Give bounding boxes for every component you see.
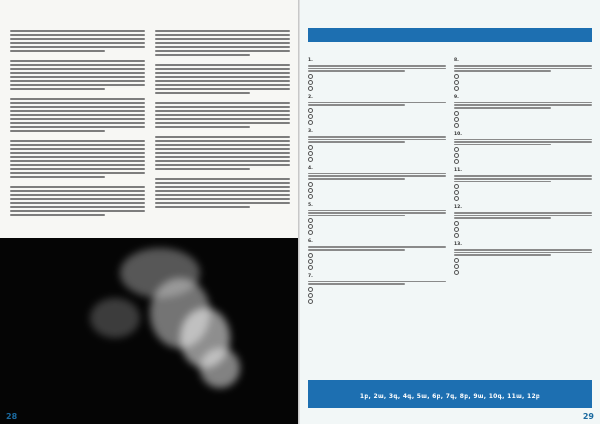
answers-list: 1բ, 2ա, 3գ, 4գ, 5ա, 6բ, 7գ, 8բ, 9ա, 10գ, 11ա, 12բ <box>359 392 541 400</box>
answer-option[interactable] <box>454 74 592 79</box>
answer-option[interactable] <box>308 230 446 235</box>
answer-option[interactable] <box>454 227 592 232</box>
quiz-question: 8. <box>454 58 592 91</box>
answer-option[interactable] <box>308 74 446 79</box>
answer-option[interactable] <box>308 145 446 150</box>
article-column-1 <box>10 30 145 230</box>
answer-option[interactable] <box>454 270 592 275</box>
answer-option[interactable] <box>308 287 446 292</box>
answer-option[interactable] <box>454 80 592 85</box>
quiz-question: 13. <box>454 242 592 275</box>
answer-option[interactable] <box>308 218 446 223</box>
quiz-question: 6. <box>308 239 446 269</box>
answer-option[interactable] <box>308 182 446 187</box>
quiz-question: 7. <box>308 274 446 304</box>
answer-option[interactable] <box>308 86 446 91</box>
answer-option[interactable] <box>308 157 446 162</box>
right-page <box>300 0 600 424</box>
answer-option[interactable] <box>308 80 446 85</box>
quiz-title-banner <box>308 28 592 42</box>
quiz-intro <box>308 45 592 55</box>
answer-option[interactable] <box>454 190 592 195</box>
quiz-question: 5. <box>308 203 446 236</box>
quiz-question: 1. <box>308 58 446 91</box>
quiz-question: 3. <box>308 129 446 162</box>
answer-option[interactable] <box>454 147 592 152</box>
answer-option[interactable] <box>308 114 446 119</box>
answer-option[interactable] <box>454 153 592 158</box>
article-column-2 <box>155 30 290 230</box>
answer-option[interactable] <box>308 194 446 199</box>
page-number: 29 <box>582 412 594 421</box>
answer-option[interactable] <box>454 264 592 269</box>
article-body <box>10 30 290 230</box>
answer-option[interactable] <box>454 233 592 238</box>
answer-option[interactable] <box>308 299 446 304</box>
quiz-question: 11. <box>454 168 592 201</box>
answer-option[interactable] <box>308 293 446 298</box>
quiz-column-1 <box>308 58 446 378</box>
quiz-question: 9. <box>454 95 592 128</box>
answer-option[interactable] <box>454 123 592 128</box>
answer-option[interactable] <box>308 265 446 270</box>
answer-option[interactable] <box>308 151 446 156</box>
answer-option[interactable] <box>454 221 592 226</box>
quiz-question: 12. <box>454 205 592 238</box>
answer-option[interactable] <box>308 188 446 193</box>
answer-option[interactable] <box>454 184 592 189</box>
page-number: 28 <box>6 412 18 421</box>
answer-option[interactable] <box>308 120 446 125</box>
answer-option[interactable] <box>454 159 592 164</box>
answers-box <box>308 380 592 408</box>
quiz-question: 2. <box>308 95 446 125</box>
smoke-photo <box>0 238 300 424</box>
quiz-question: 10. <box>454 132 592 165</box>
quiz-body <box>308 58 592 378</box>
answer-option[interactable] <box>308 224 446 229</box>
answer-option[interactable] <box>308 108 446 113</box>
answer-option[interactable] <box>454 86 592 91</box>
answer-option[interactable] <box>308 259 446 264</box>
quiz-column-2 <box>454 58 592 378</box>
quiz-question: 4. <box>308 166 446 199</box>
answer-option[interactable] <box>308 253 446 258</box>
answer-option[interactable] <box>454 111 592 116</box>
answer-option[interactable] <box>454 258 592 263</box>
answer-option[interactable] <box>454 196 592 201</box>
answer-option[interactable] <box>454 117 592 122</box>
